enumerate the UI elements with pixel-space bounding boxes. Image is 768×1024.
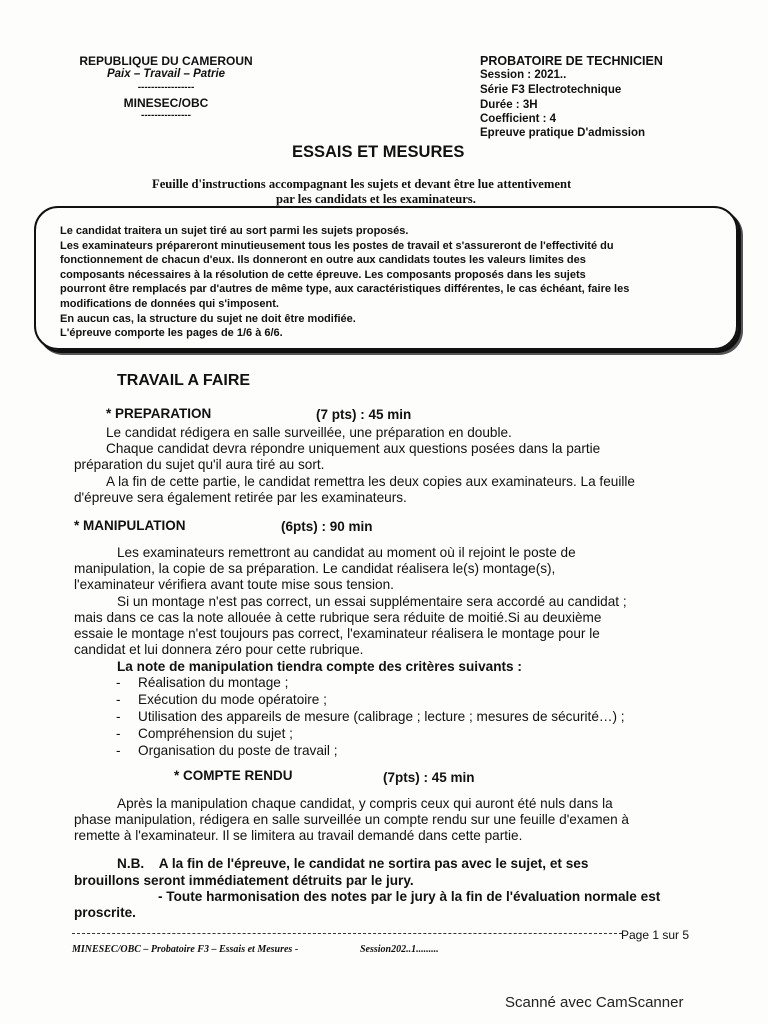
- preparation-line: d'épreuve sera également retirée par les examinateurs.: [74, 490, 407, 505]
- country-name: REPUBLIQUE DU CAMEROUN: [79, 54, 253, 68]
- manipulation-line: candidat et lui donnera zéro pour cette rubrique.: [74, 642, 364, 657]
- criteria-item: Compréhension du sujet ;: [138, 726, 293, 741]
- manipulation-line: l'examinateur vérifiera avant toute mise sous tension.: [74, 577, 394, 592]
- criteria-item: Utilisation des appareils de mesure (calibrage ; lecture ; mesures de sécurité…) ;: [138, 709, 625, 724]
- instruction-line: En aucun cas, la structure du sujet ne doit être modifiée.: [60, 312, 356, 325]
- page-number: Page 1 sur 5: [621, 928, 690, 942]
- instruction-line: pourront être remplacés par d'autres de même type, aux caractéristiques différentes, le cas échéant, faire les: [60, 283, 630, 296]
- subtitle-line: Feuille d'instructions accompagnant les sujets et devant être lue attentivement: [152, 177, 572, 191]
- preparation-line: A la fin de cette partie, le candidat remettra les deux copies aux examinateurs. La feuille: [106, 474, 635, 489]
- criteria-item: Réalisation du montage ;: [138, 675, 289, 690]
- separator: -----------------: [137, 82, 195, 93]
- compte-rendu-time: (7pts) : 45 min: [383, 770, 475, 785]
- session: Session : 2021..: [480, 69, 567, 81]
- preparation-line: préparation du sujet qu'il aura tiré au sort.: [74, 457, 325, 472]
- separator: ---------------: [141, 110, 191, 121]
- coefficient: Coefficient : 4: [480, 113, 557, 125]
- instruction-line: Le candidat traitera un sujet tiré au sort parmi les sujets proposés.: [60, 225, 409, 237]
- nb-line: brouillons seront immédiatement détruits par le jury.: [74, 873, 414, 888]
- instruction-line: fonctionnement de chacun d'eux. Ils donneront en outre aux candidats toutes les valeurs limites des: [60, 254, 586, 267]
- manipulation-time: (6pts) : 90 min: [281, 519, 373, 534]
- instruction-line: modifications de données qui s'imposent.: [60, 297, 279, 310]
- criteria-item: Exécution du mode opératoire ;: [138, 692, 327, 707]
- footer-divider: [72, 933, 622, 934]
- compte-rendu-label: * COMPTE RENDU: [174, 768, 293, 783]
- manipulation-line: Si un montage n'est pas correct, un essai supplémentaire sera accordé au candidat ;: [117, 594, 627, 609]
- scanner-watermark: Scanné avec CamScanner: [505, 994, 684, 1011]
- ministry: MINESEC/OBC: [123, 96, 209, 110]
- manipulation-line: Les examinateurs remettront au candidat au moment où il rejoint le poste de: [117, 545, 576, 560]
- nb-line: proscrite.: [74, 905, 136, 920]
- serie: Série F3 Electrotechnique: [480, 84, 622, 96]
- compte-rendu-line: remette à l'examinateur. Il se limitera au travail demandé dans cette partie.: [74, 828, 523, 843]
- section-heading: TRAVAIL A FAIRE: [117, 372, 251, 389]
- exam-name: PROBATOIRE DE TECHNICIEN: [480, 54, 663, 68]
- preparation-line: Chaque candidat devra répondre uniquement aux questions posées dans la partie: [106, 441, 601, 456]
- criteria-item: Organisation du poste de travail ;: [138, 743, 338, 758]
- epreuve-type: Epreuve pratique D'admission: [480, 127, 646, 139]
- manipulation-line: manipulation, la copie de sa préparation. Le candidat réalisera le(s) montage(s),: [74, 561, 556, 576]
- nb-line: N.B. A la fin de l'épreuve, le candidat ne sortira pas avec le sujet, et ses: [117, 856, 589, 871]
- nb-line: - Toute harmonisation des notes par le jury à la fin de l'évaluation normale est: [158, 889, 661, 904]
- subtitle-line: par les candidats et les examinateurs.: [276, 192, 476, 206]
- preparation-line: Le candidat rédigera en salle surveillée, une préparation en double.: [106, 425, 512, 440]
- compte-rendu-line: Après la manipulation chaque candidat, y compris ceux qui auront été nuls dans la: [117, 796, 613, 811]
- motto: Paix – Travail – Patrie: [106, 68, 226, 80]
- instruction-line: Les examinateurs prépareront minutieusement tous les postes de travail et s'assureront de l'effectivité du: [60, 239, 614, 252]
- preparation-time: (7 pts) : 45 min: [316, 407, 412, 422]
- compte-rendu-line: phase manipulation, rédigera en salle surveillée un compte rendu sur une feuille d'examen à: [74, 812, 629, 827]
- instructions-text: [60, 224, 720, 341]
- instruction-line: L'épreuve comporte les pages de 1/6 à 6/6.: [60, 327, 283, 340]
- manipulation-line: mais dans ce cas la note allouée à cette rubrique sera réduite de moitié.Si au deuxième: [74, 610, 602, 625]
- exam-page: REPUBLIQUE DU CAMEROUN Paix – Travail – Patrie ----------------- MINESEC/OBC --------------- PROBATOIRE DE TECHNICIEN Session : 2021.. Série F3 Electrotechnique Durée : 3H Coefficient : 4 Epreuve pratique D'admission ESSAIS ET MESURES Feuille d'instructions accompagnant les sujets et devant être lue attentivement par les candidats et les examinateurs. Le candidat traitera un sujet tiré au sort parmi les sujets proposés. Les examinateurs prépareront minutieusement tous les postes de travail et s'assureront de l'effectivité du fonctionnement de chacun d'eux. Ils donneront en outre aux candidats toutes les valeurs limites des composants nécessaires à la résolution de cette épreuve. Les composants proposés dans les sujets pourront être remplacés par d'autres de même type, aux caractéristiques différentes, le cas échéant, faire les modifications de données qui s'imposent. En aucun cas, la structure du sujet ne doit être modifiée. L'épreuve comporte les pages de 1/6 à 6/6. TRAVAIL A FAIRE * PREPARATION (7 pts) : 45 min Le candidat rédigera en salle surveillée, une préparation en double. Chaque candidat devra répondre uniquement aux questions posées dans la partie préparation du sujet qu'il aura tiré au sort. A la fin de cette partie, le candidat remettra les deux copies aux examinateurs. La feuille d'épreuve sera également retirée par les examinateurs. * MANIPULATION (6pts) : 90 min Les examinateurs remettront au candidat au moment où il rejoint le poste de manipulation, la copie de sa préparation. Le candidat réalisera le(s) montage(s), l'examinateur vérifiera avant toute mise sous tension. Si un montage n'est pas correct, un essai supplémentaire sera accordé au candidat ; mais dans ce cas la note allouée à cette rubrique sera réduite de moitié.Si au deuxième essaie le montage n'est toujours pas correct, l'examinateur réalisera le montage pour le candidat et lui donnera zéro pour cette rubrique. La note de manipulation tiendra compte des critères suivants : - Réalisation du montage ; - Exécution du mode opératoire ; - Utilisation des appareils de mesure (calibrage ; lecture ; mesures de sécurité…) ; - Compréhension du sujet ; - Organisation du poste de travail ; * COMPTE RENDU (7pts) : 45 min Après la manipulation chaque candidat, y compris ceux qui auront été nuls dans la phase manipulation, rédigera en salle surveillée un compte rendu sur une feuille d'examen à remette à l'examinateur. Il se limitera au travail demandé dans cette partie. N.B. A la fin de l'épreuve, le candidat ne sortira pas avec le sujet, et ses brouillons seront immédiatement détruits par le jury. - Toute harmonisation des notes par le jury à la fin de l'évaluation normale est proscrite. Page 1 sur 5 MINESEC/OBC – Probatoire F3 – Essais et Mesures - Session202..1......... Scanné avec CamScanner: [0, 0, 768, 1024]
- manipulation-line: essaie le montage n'est toujours pas correct, l'examinateur réalisera le montage pour le: [74, 626, 600, 641]
- criteria-title: La note de manipulation tiendra compte des critères suivants :: [117, 659, 522, 674]
- duration: Durée : 3H: [480, 99, 538, 111]
- preparation-label: * PREPARATION: [106, 406, 212, 421]
- footer-left: MINESEC/OBC – Probatoire F3 – Essais et Mesures -: [72, 944, 299, 955]
- page-title: ESSAIS ET MESURES: [292, 143, 465, 161]
- instruction-line: composants nécessaires à la résolution de cette épreuve. Les composants proposés dans les sujets: [60, 268, 586, 281]
- manipulation-label: * MANIPULATION: [74, 518, 186, 533]
- footer-session: Session202..1.........: [360, 944, 439, 955]
